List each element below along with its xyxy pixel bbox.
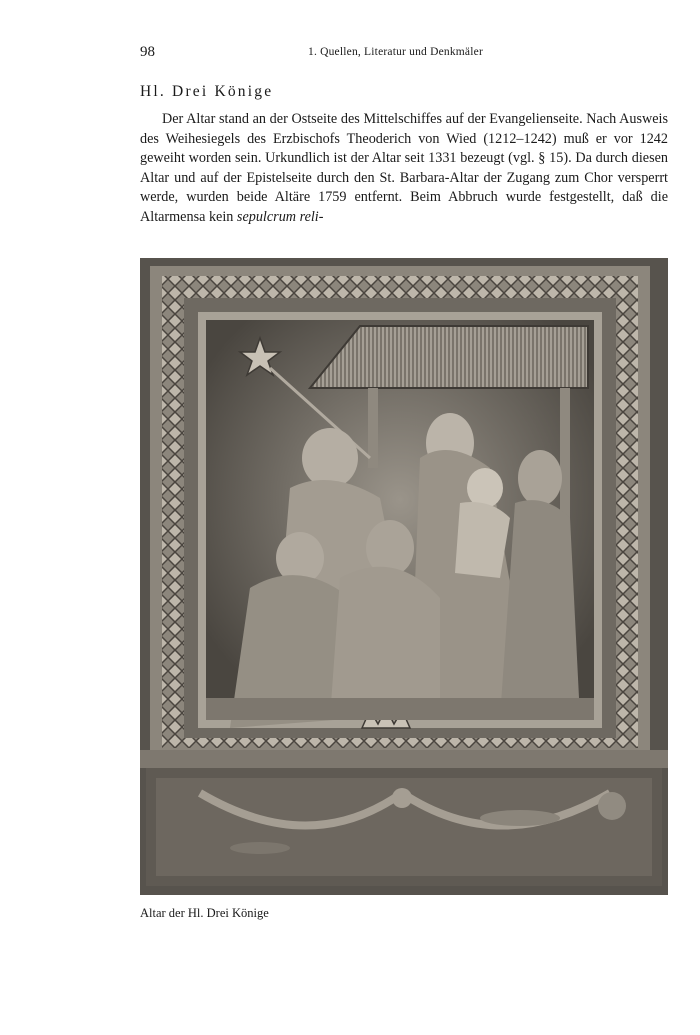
paragraph-text: Der Altar stand an der Ostseite des Mittelschiffes auf der Evangelienseite. Nach Ausweis des Weihesiegels des Erzbischofs Theoderich von Wied (1212–1242) muß er vor 1242 geweiht worden sein. Urkundlich ist der Altar seit 1331 bezeugt (vgl. § 15). Da durch diesen Altar und auf der Epistelseite durch den St. Barbara-Altar der Zugang zum Chor versperrt werde, wurden beide Altäre 1759 entfernt. Beim Abbruch wurde festgestellt, daß die Altarmensa kein bbox=[140, 111, 668, 225]
body-paragraph bbox=[140, 110, 668, 228]
altar-relief-illustration bbox=[140, 258, 668, 895]
running-title: 1. Quellen, Literatur und Denkmäler bbox=[308, 46, 483, 58]
running-head bbox=[140, 44, 668, 64]
section-heading: Hl. Drei Könige bbox=[140, 83, 274, 100]
paragraph-italic-text: sepulcrum reli- bbox=[236, 208, 324, 225]
page-number: 98 bbox=[140, 44, 155, 60]
stable-roof bbox=[310, 326, 588, 388]
figure-caption: Altar der Hl. Drei Könige bbox=[140, 906, 269, 920]
altar-photograph bbox=[140, 258, 668, 895]
